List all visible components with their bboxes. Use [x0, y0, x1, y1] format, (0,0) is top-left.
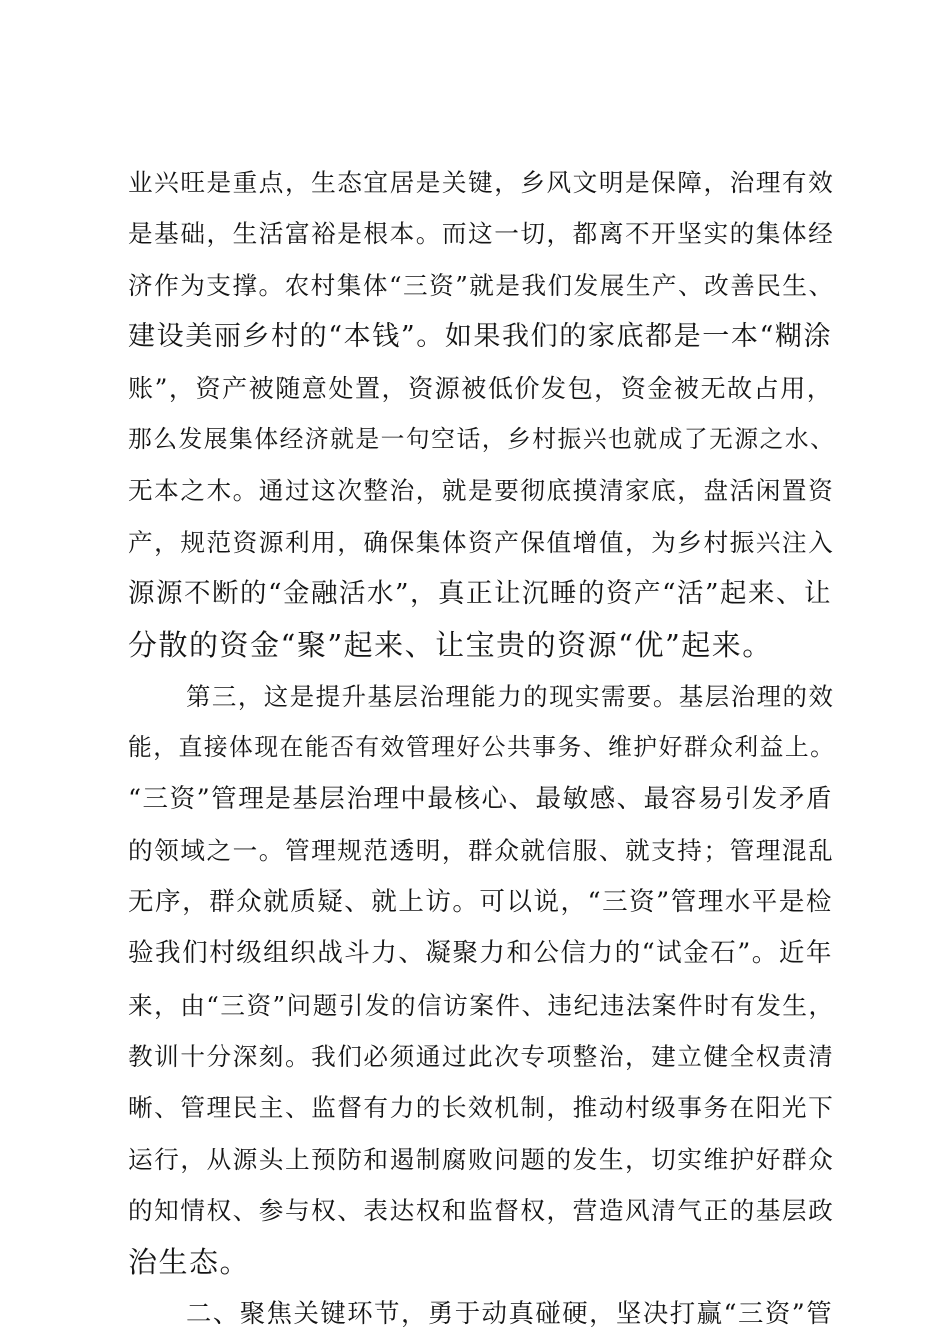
text-line-indented: 第三，这是提升基层治理能力的现实需要。基层治理的效: [186, 682, 835, 712]
text-line: 那么发展集体经济就是一句空话，乡村振兴也就成了无源之水、: [128, 425, 836, 454]
text-line: 济作为支撑。农村集体“三资”就是我们发展生产、改善民生、: [128, 270, 835, 300]
text-line: 教训十分深刻。我们必须通过此次专项整治，建立健全权责清: [128, 1041, 835, 1071]
text-line: “三资”管理是基层治理中最核心、最敏感、最容易引发矛盾: [128, 783, 833, 814]
text-line: 产，规范资源利用，确保集体资产保值增值，为乡村振兴注入: [128, 527, 835, 557]
text-line: 账”，资产被随意处置，资源被低价发包，资金被无故占用，: [128, 373, 834, 403]
section-heading-line: 二、聚焦关键环节，勇于动真碰硬，坚决打赢“三资”管: [186, 1297, 834, 1328]
text-line: 业兴旺是重点，生态宜居是关键，乡风文明是保障，治理有效: [128, 168, 835, 197]
text-line: 晰、管理民主、监督有力的长效机制，推动村级事务在阳光下: [128, 1093, 835, 1123]
text-line: 验我们村级组织战斗力、凝聚力和公信力的“试金石”。近年: [128, 938, 833, 969]
text-line: 无本之木。通过这次整治，就是要彻底摸清家底，盘活闲置资: [128, 476, 835, 506]
text-line: 的领域之一。管理规范透明，群众就信服、就支持；管理混乱: [128, 836, 835, 866]
text-line: 运行，从源头上预防和遏制腐败问题的发生，切实维护好群众: [128, 1144, 835, 1174]
text-line: 治生态。: [128, 1244, 251, 1279]
text-line: 是基础，生活富裕是根本。而这一切，都离不开坚实的集体经: [128, 219, 835, 249]
text-line: 能，直接体现在能否有效管理好公共事务、维护好群众利益上。: [128, 733, 836, 762]
text-line: 的知情权、参与权、表达权和监督权，营造风清气正的基层政: [128, 1196, 835, 1226]
paragraph-continuation: [128, 157, 836, 671]
text-line: 无序，群众就质疑、就上访。可以说，“三资”管理水平是检: [128, 886, 833, 917]
text-line: 建设美丽乡村的“本钱”。如果我们的家底都是一本“糊涂: [128, 321, 832, 353]
paragraph-section-two-heading: [128, 1288, 832, 1339]
paragraph-third-point: [128, 671, 836, 1288]
text-line: 来，由“三资”问题引发的信访案件、违纪违法案件时有发生，: [128, 990, 835, 1020]
text-line: 源源不断的“金融活水”，真正让沉睡的资产“活”起来、让: [128, 578, 832, 610]
text-line: 分散的资金“聚”起来、让宝贵的资源“优”起来。: [128, 627, 773, 662]
body-text: [128, 157, 836, 1339]
